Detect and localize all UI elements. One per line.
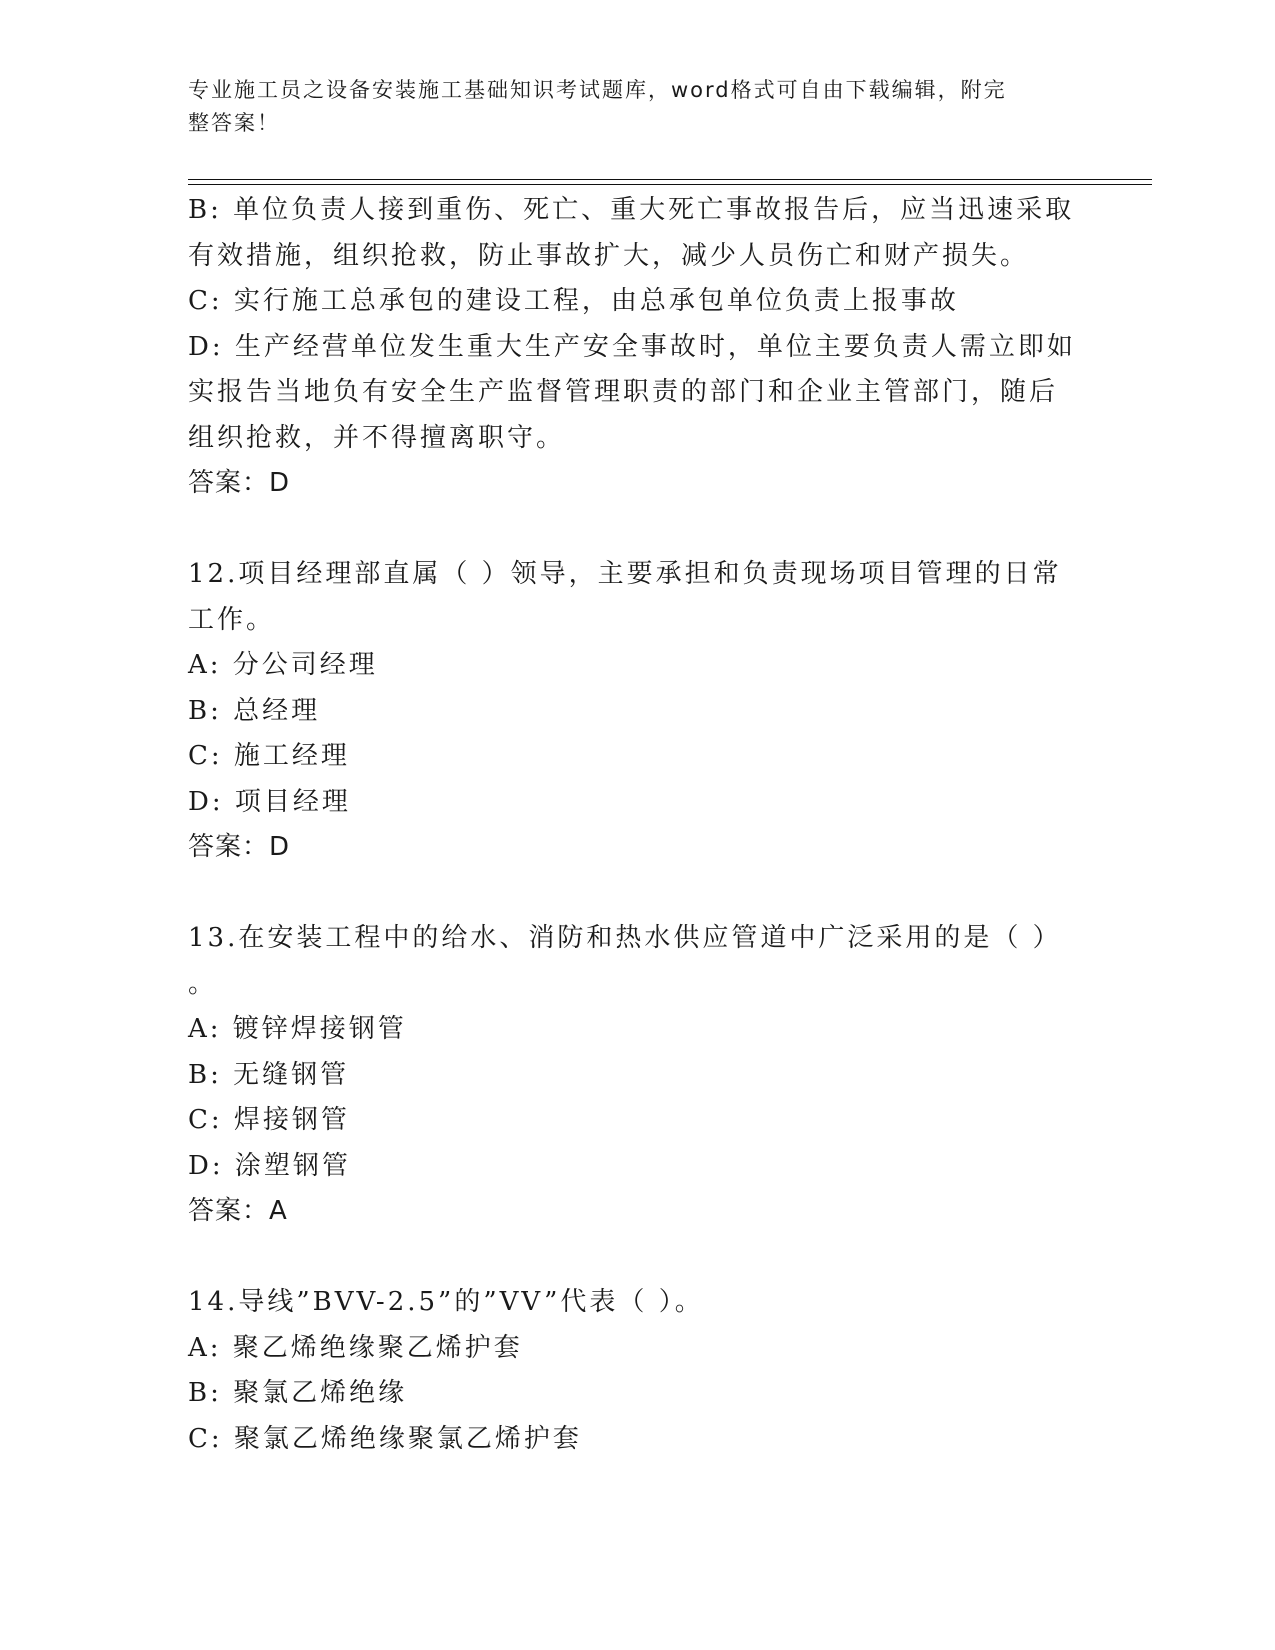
q12-option-c: C: 施工经理 <box>188 741 350 771</box>
q11-option-d-line3: 组织抢救，并不得擅离职守。 <box>188 422 566 453</box>
q13-option-c: C: 焊接钢管 <box>188 1105 350 1135</box>
q12-option-d: D: 项目经理 <box>188 786 351 817</box>
q13-question-line2: 。 <box>188 968 218 999</box>
q11-option-c: C: 实行施工总承包的建设工程，由总承包单位负责上报事故 <box>188 286 959 316</box>
q13-option-b: B: 无缝钢管 <box>188 1059 350 1090</box>
header-line-2: 整答案！ <box>188 111 280 135</box>
q13-option-d: D: 涂塑钢管 <box>188 1150 351 1181</box>
spacer <box>188 871 1088 917</box>
q13-option-a: A: 镀锌焊接钢管 <box>188 1014 407 1044</box>
q12-option-b: B: 总经理 <box>188 695 321 726</box>
q11-option-b-line2: 有效措施，组织抢救，防止事故扩大，减少人员伤亡和财产损失。 <box>188 240 1030 271</box>
spacer <box>188 1235 1088 1281</box>
spacer <box>188 507 1088 553</box>
q14-option-c: C: 聚氯乙烯绝缘聚氯乙烯护套 <box>188 1423 582 1454</box>
q13-answer: 答案：A <box>188 1196 288 1226</box>
document-body <box>188 188 1088 1462</box>
header-rule-top <box>188 179 1152 180</box>
q11-option-b-line1: B: 单位负责人接到重伤、死亡、重大死亡事故报告后，应当迅速采取 <box>188 195 1075 225</box>
q12-answer: 答案：D <box>188 832 291 862</box>
q12-question-line1: 12.项目经理部直属（ ）领导，主要承担和负责现场项目管理的日常 <box>188 559 1062 589</box>
q12-question-line2: 工作。 <box>188 604 276 635</box>
q14-question: 14.导线”BVV-2.5”的”VV”代表（ ）。 <box>188 1287 704 1317</box>
q11-option-d-line2: 实报告当地负有安全生产监督管理职责的部门和企业主管部门，随后 <box>188 377 1059 407</box>
q13-question-line1: 13.在安装工程中的给水、消防和热水供应管道中广泛采用的是（ ） <box>188 923 1062 953</box>
header-line-1: 专业施工员之设备安装施工基础知识考试题库，word格式可自由下载编辑，附完 <box>188 78 1007 102</box>
q11-option-d-line1: D: 生产经营单位发生重大生产安全事故时，单位主要负责人需立即如 <box>188 331 1076 362</box>
q12-option-a: A: 分公司经理 <box>188 650 378 680</box>
document-header <box>188 74 1068 140</box>
q11-answer: 答案：D <box>188 468 291 498</box>
q14-option-a: A: 聚乙烯绝缘聚乙烯护套 <box>188 1332 523 1363</box>
header-rule-bottom <box>188 184 1152 185</box>
q14-option-b: B: 聚氯乙烯绝缘 <box>188 1378 408 1408</box>
